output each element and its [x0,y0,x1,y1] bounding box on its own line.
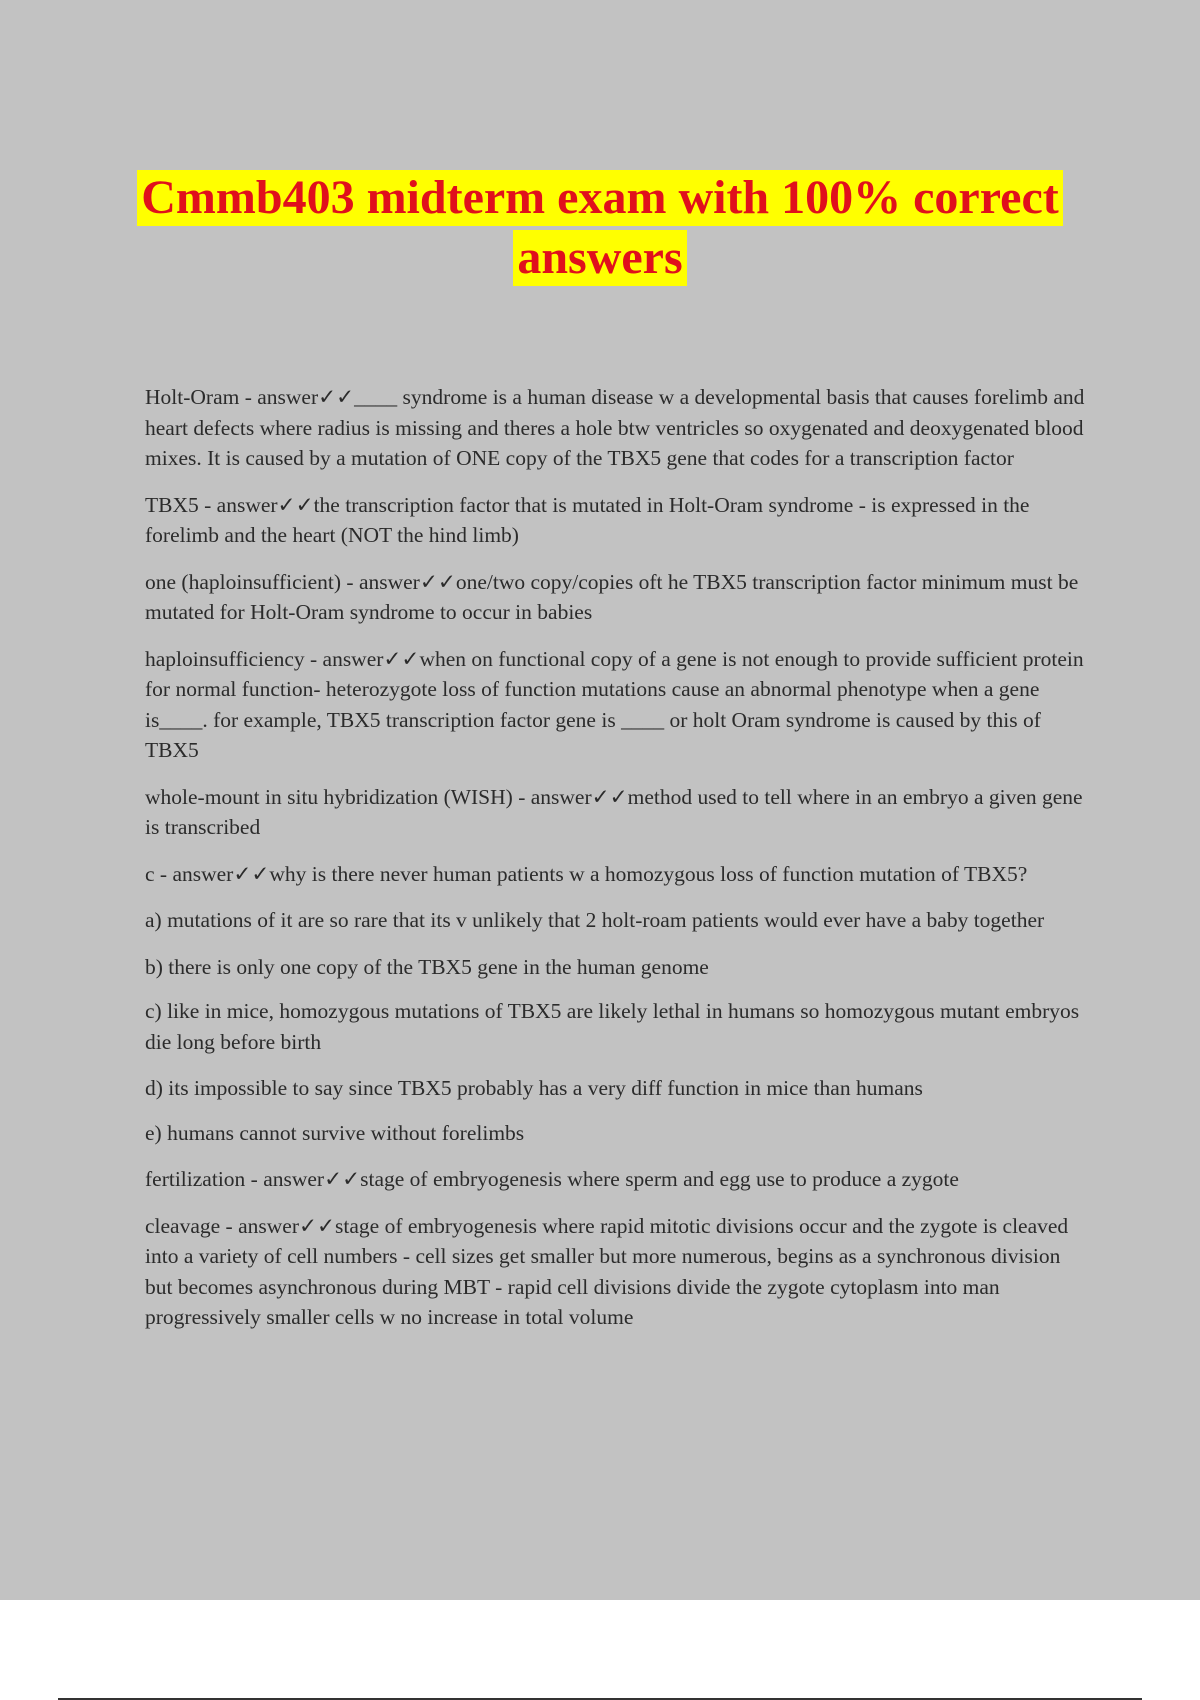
title-line-1: Cmmb403 midterm exam with 100% correct [137,170,1063,226]
answer-option-e: e) humans cannot survive without forelimbs [145,1120,525,1145]
document-body [145,382,1090,1349]
title-line-2: answers [513,230,686,286]
qa-entry-holt-oram: Holt-Oram - answer✓✓____ syndrome is a human disease w a developmental basis that causes forelimb and heart defects where radius is missing and theres a hole btw ventricles so oxygenated and deoxygenated blood mixes. It is caused by a mutation of ONE copy of the TBX5 gene that codes for a transcription factor [145,385,1085,470]
answer-option-d: d) its impossible to say since TBX5 probably has a very diff function in mice than humans [145,1076,923,1100]
qa-entry-tbx5: TBX5 - answer✓✓the transcription factor that is mutated in Holt-Oram syndrome - is expressed in the forelimb and the heart (NOT the hind limb) [145,492,1030,547]
answer-option-a: a) mutations of it are so rare that its v unlikely that 2 holt-roam patients would ever have a baby together [145,908,1045,932]
document-title [0,170,1200,286]
qa-entry-fertilization: fertilization - answer✓✓stage of embryogenesis where sperm and egg use to produce a zygote [145,1167,959,1191]
answer-option-b: b) there is only one copy of the TBX5 gene in the human genome [145,954,709,979]
qa-entry-cleavage: cleavage - answer✓✓stage of embryogenesis where rapid mitotic divisions occur and the zygote is cleaved into a variety of cell numbers - cell sizes get smaller but more numerous, begins as a synchronous division but becomes asynchronous during MBT - rapid cell divisions divide the zygote cytoplasm into man progressively smaller cells w no increase in total volume [145,1213,1069,1329]
qa-entry-haploinsufficiency: haploinsufficiency - answer✓✓when on functional copy of a gene is not enough to provide sufficient protein for normal function- heterozygote loss of function mutations cause an abnormal phenotype when a gene is____. for example, TBX5 transcription factor gene is ____ or holt Oram syndrome is caused by this of TBX5 [145,646,1084,762]
qa-entry-one-haploinsufficient: one (haploinsufficient) - answer✓✓one/two copy/copies oft he TBX5 transcription factor minimum must be mutated for Holt-Oram syndrome to occur in babies [145,569,1079,624]
answer-option-c: c) like in mice, homozygous mutations of TBX5 are likely lethal in humans so homozygous mutant embryos die long before birth [145,999,1080,1054]
qa-entry-wish: whole-mount in situ hybridization (WISH) - answer✓✓method used to tell where in an embryo a given gene is transcribed [145,784,1083,839]
qa-entry-question-c: c - answer✓✓why is there never human patients w a homozygous loss of function mutation of TBX5? [145,861,1028,886]
